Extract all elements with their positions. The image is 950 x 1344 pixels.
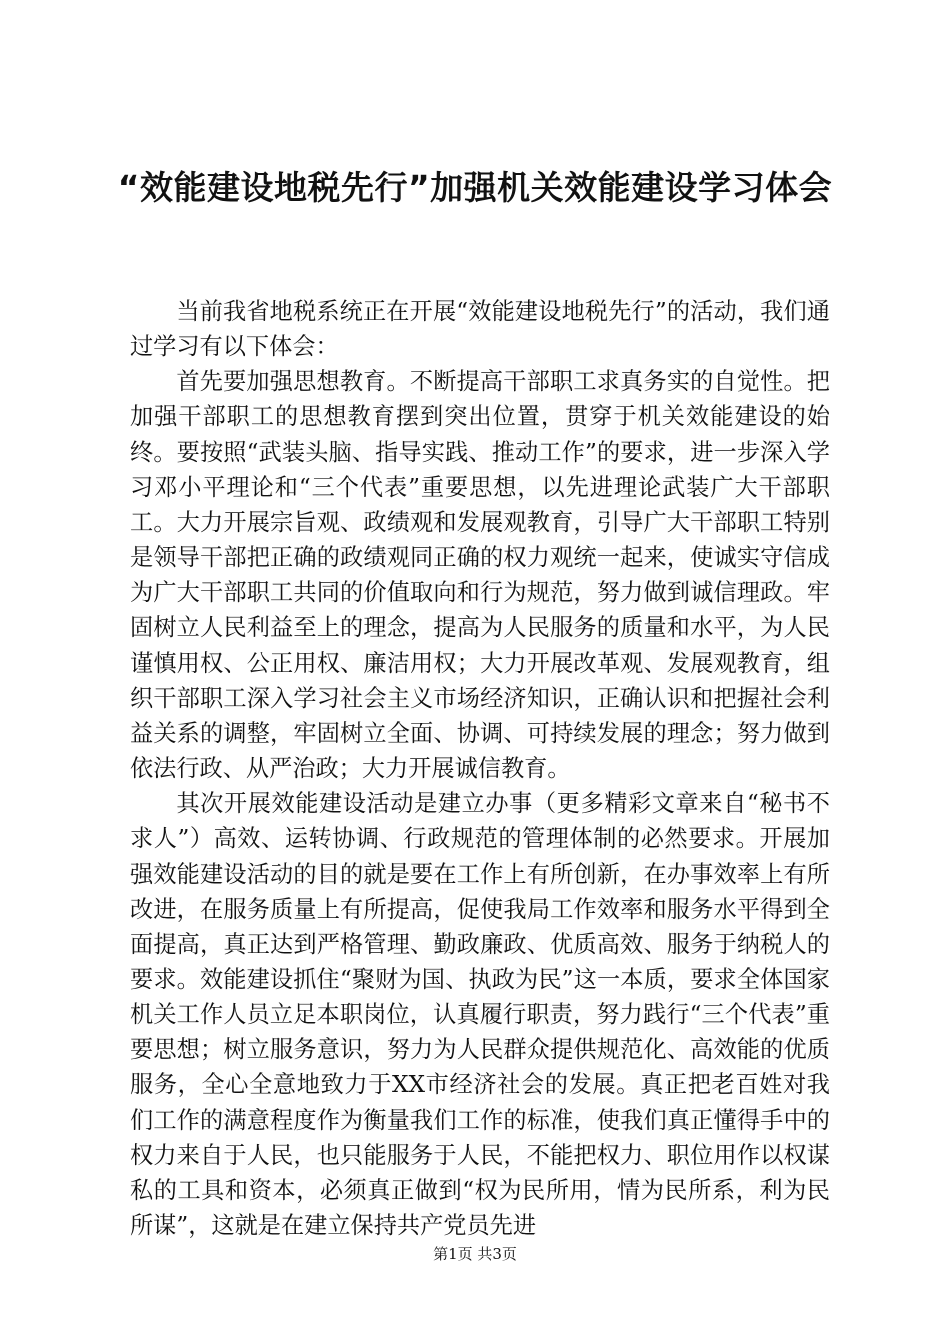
paragraph-efficiency-building: 其次开展效能建设活动是建立办事（更多精彩文章来自“秘书不求人”）高效、运转协调、行政规范的管理体制的必然要求。开展加强效能建设活动的目的就是要在工作上有所创新，在办事效率上有所改进，在服务质量上有所提高，促使我局工作效率和服务水平得到全面提高，真正达到严格管理、勤政廉政、优质高效、服务于纳税人的要求。效能建设抓住“聚财为国、执政为民”这一本质，要求全体国家机关工作人员立足本职岗位，认真履行职责，努力践行“三个代表”重要思想；树立服务意识，努力为人民群众提供规范化、高效能的优质服务，全心全意地致力于XX市经济社会的发展。真正把老百姓对我们工作的满意程度作为衡量我们工作的标准，使我们真正懂得手中的权力来自于人民，也只能服务于人民，不能把权力、职位用作以权谋私的工具和资本，必须真正做到“权为民所用，情为民所系，利为民所谋”，这就是在建立保持共产党员先进 — [130, 790, 830, 1240]
document-body — [130, 294, 830, 1243]
paragraph-ideological-education: 首先要加强思想教育。不断提高干部职工求真务实的自觉性。把加强干部职工的思想教育摆到突出位置，贯穿于机关效能建设的始终。要按照“武装头脑、指导实践、推动工作”的要求，进一步深入学习邓小平理论和“三个代表”重要思想，以先进理论武装广大干部职工。大力开展宗旨观、政绩观和发展观教育，引导广大干部职工特别是领导干部把正确的政绩观同正确的权力观统一起来，使诚实守信成为广大干部职工共同的价值取向和行为规范，努力做到诚信理政。牢固树立人民利益至上的理念，提高为人民服务的质量和水平，为人民谨慎用权、公正用权、廉洁用权；大力开展改革观、发展观教育，组织干部职工深入学习社会主义市场经济知识，正确认识和把握社会利益关系的调整，牢固树立全面、协调、可持续发展的理念；努力做到依法行政、从严治政；大力开展诚信教育。 — [130, 368, 830, 783]
document-title: “效能建设地税先行”加强机关效能建设学习体会 — [117, 168, 833, 207]
page-number-footer: 第1页 共3页 — [433, 1245, 517, 1263]
paragraph-intro: 当前我省地税系统正在开展“效能建设地税先行”的活动，我们通过学习有以下体会： — [130, 298, 830, 361]
